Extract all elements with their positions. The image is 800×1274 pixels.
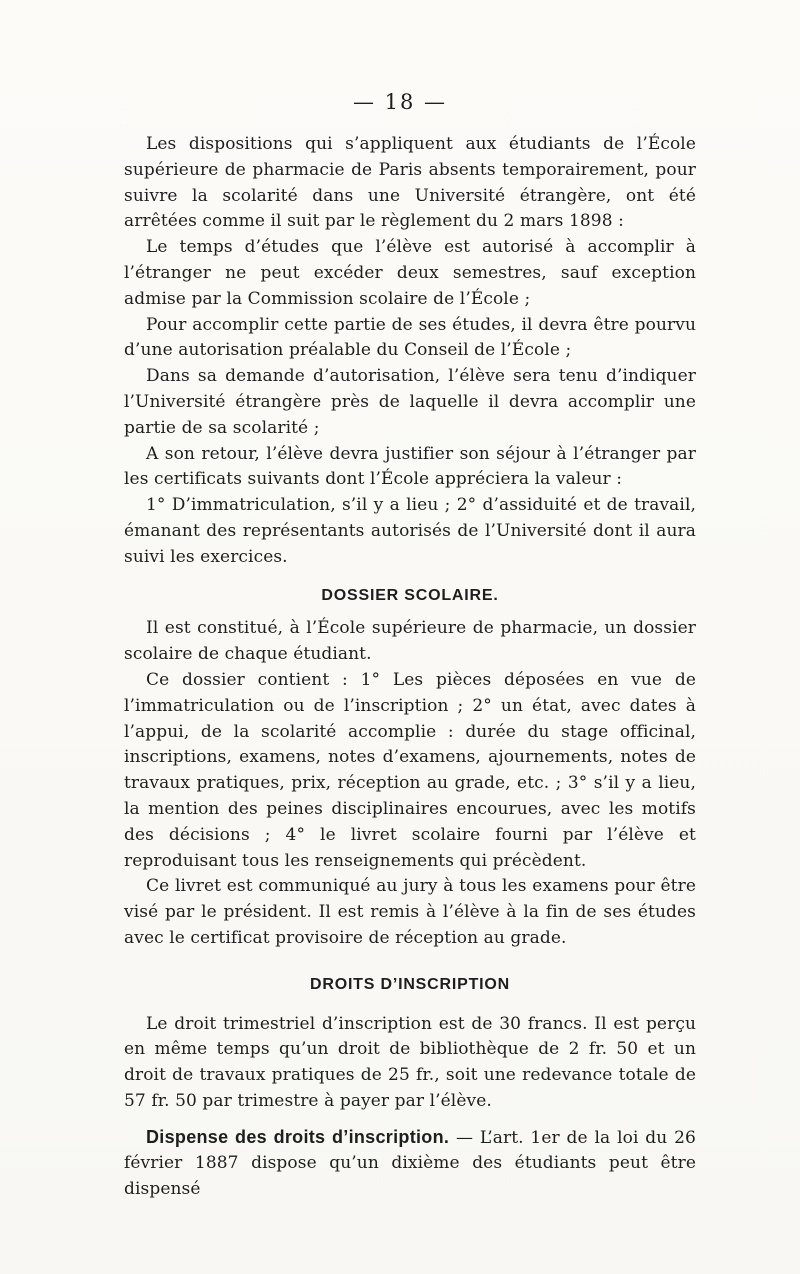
paragraph-intro: Les dispositions qui s’appliquent aux étudiants de l’École supérieure de pharmacie de Paris absents temporairement, pour suivre la scolarité dans une Université étrangère, ont été arrêtées comme il suit par le règlement du 2 mars 1898 : [124, 134, 696, 232]
paragraph-authorization: Pour accomplir cette partie de ses études, il devra être pourvu d’une autorisation préalable du Conseil de l’École ; [124, 314, 696, 361]
paragraph-livret: Ce livret est communiqué au jury à tous les examens pour être visé par le président. Il est remis à l’élève à la fin de ses études avec le certificat provisoire de réception au grade. [124, 876, 696, 948]
spacer [124, 1115, 696, 1125]
paragraph-return: A son retour, l’élève devra justifier son séjour à l’étranger par les certificats suivants dont l’École appréciera la valeur : [124, 443, 696, 490]
paragraph-request: Dans sa demande d’autorisation, l’élève sera tenu d’indiquer l’Université étrangère près de laquelle il devra accomplir une partie de sa scolarité ; [124, 366, 696, 438]
paragraph-study-time: Le temps d’études que l’élève est autorisé à accomplir à l’étranger ne peut excéder deux semestres, sauf exception admise par la Commission scolaire de l’École ; [124, 237, 696, 309]
paragraph-dispense [124, 1125, 696, 1203]
paragraph-dispense-text: — L’art. 1er de la loi du 26 février 1887 dispose qu’un dixième des étudiants peut être dispensé [124, 1127, 696, 1200]
section-title-droits-inscription: DROITS D’INSCRIPTION [309, 975, 510, 993]
paragraph-dossier-contient: Ce dossier contient : 1° Les pièces déposées en vue de l’immatriculation ou de l’inscription ; 2° un état, avec dates à l’appui, de la scolarité accomplie : durée du stage officinal, inscriptions, examens, notes d’examens, ajournements, notes de travaux pratiques, prix, réception au grade, etc. ; 3° s’il y a lieu, la mention des peines disciplinaires encourues, avec les motifs des décisions ; 4° le livret scolaire fourni par l’élève et reproduisant tous les renseignements qui précèdent. [124, 669, 696, 871]
page-number: — 18 — [352, 90, 448, 114]
paragraph-certificates: 1° D’immatriculation, s’il y a lieu ; 2° d’assiduité et de travail, émanant des représentants autorisés de l’Université dont il aura suivi les exercices. [124, 495, 696, 567]
run-in-heading-dispense: Dispense des droits d’inscription. [146, 1126, 450, 1147]
paragraph-droit-trimestriel: Le droit trimestriel d’inscription est de 30 francs. Il est perçu en même temps qu’un droit de bibliothèque de 2 fr. 50 et un droit de travaux pratiques de 25 fr., soit une redevance totale de 57 fr. 50 par trimestre à payer par l’élève. [124, 1013, 696, 1111]
page-content [124, 132, 696, 1203]
paragraph-dossier-constitue: Il est constitué, à l’École supérieure de pharmacie, un dossier scolaire de chaque étudiant. [124, 618, 696, 665]
section-title-dossier-scolaire: DOSSIER SCOLAIRE. [321, 586, 499, 604]
